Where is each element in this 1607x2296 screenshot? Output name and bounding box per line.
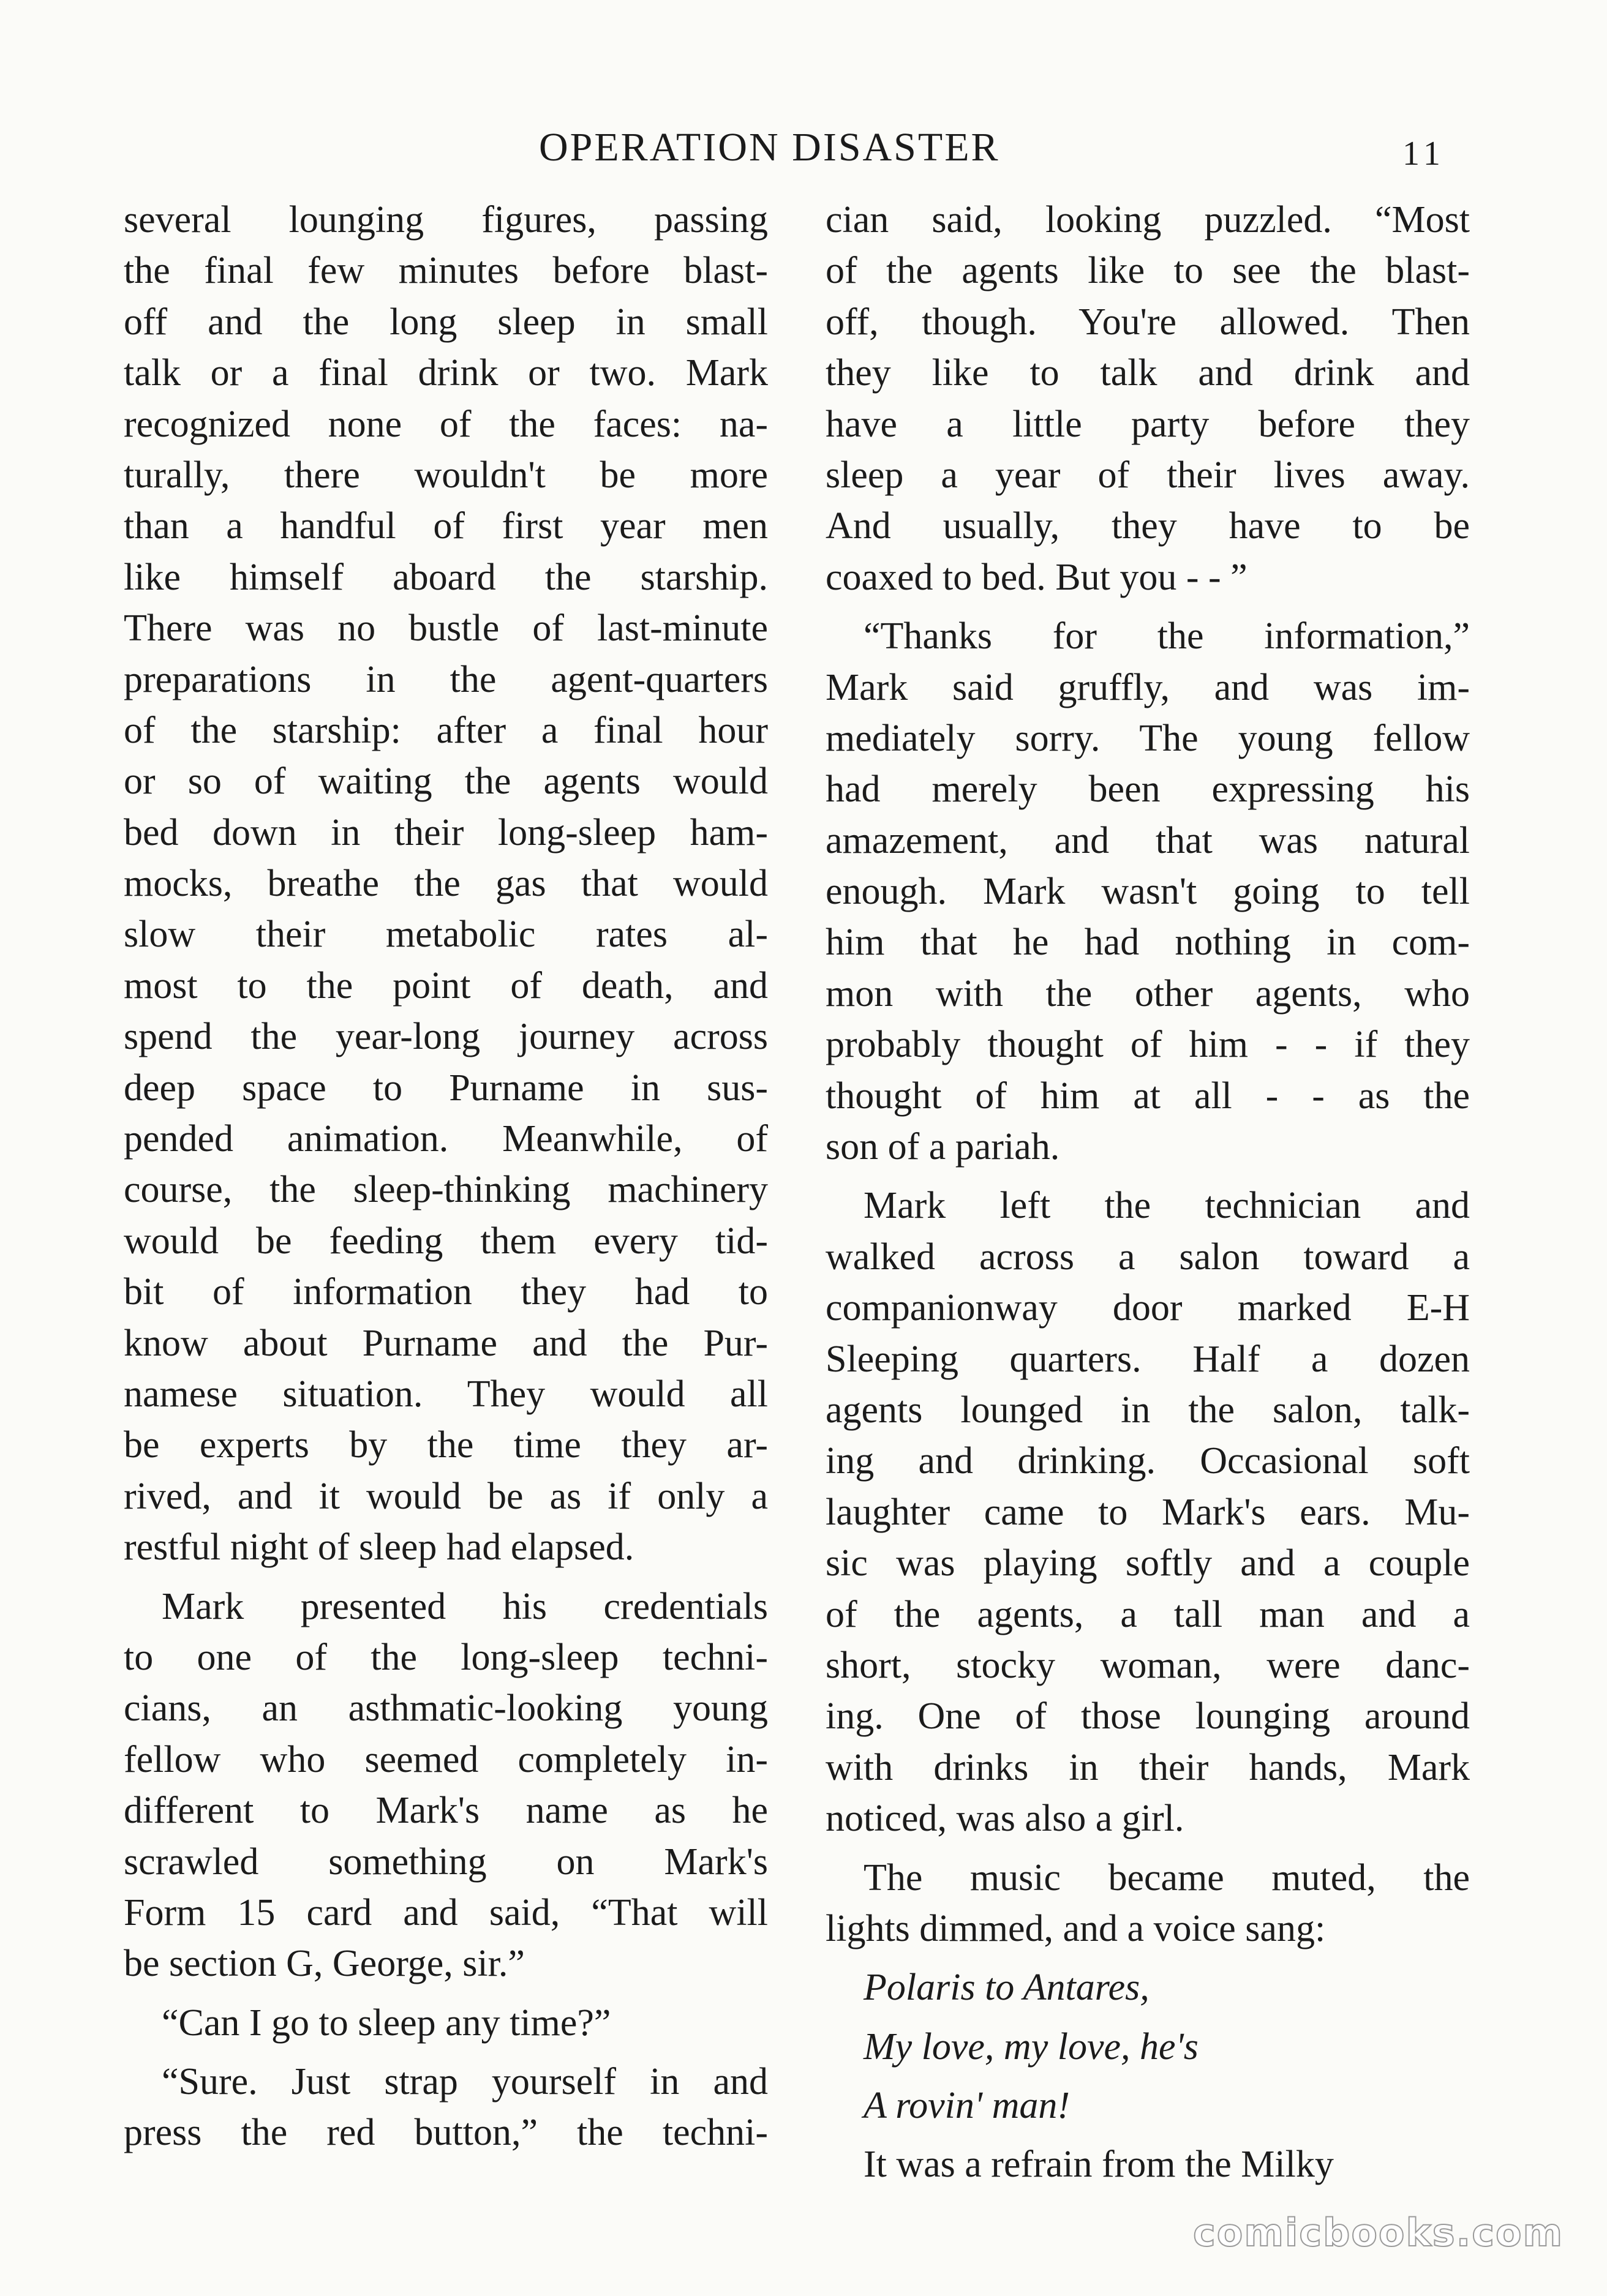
- watermark: comicbooks.com: [1193, 2210, 1564, 2255]
- text-line: press the red button,” the techni-: [124, 2112, 768, 2154]
- text-line: companionway door marked E-H: [826, 1287, 1470, 1329]
- text-line: several lounging figures, passing: [124, 199, 768, 241]
- text-line: “Sure. Just strap yourself in and: [162, 2061, 768, 2103]
- text-line: pended animation. Meanwhile, of: [124, 1118, 768, 1160]
- page-number: 11: [1402, 135, 1445, 173]
- text-line: than a handful of first year men: [124, 505, 768, 547]
- text-line: talk or a final drink or two. Mark: [124, 352, 768, 394]
- text-line: had merely been expressing his: [826, 768, 1470, 811]
- text-line: enough. Mark wasn't going to tell: [826, 871, 1470, 913]
- text-line: slow their metabolic rates al-: [124, 914, 768, 956]
- text-line: most to the point of death, and: [124, 964, 768, 1007]
- text-line: Sleeping quarters. Half a dozen: [826, 1338, 1470, 1380]
- text-line: like himself aboard the starship.: [124, 556, 768, 598]
- text-line: cians, an asthmatic-looking young: [124, 1687, 768, 1730]
- text-line: The music became muted, the: [864, 1856, 1470, 1899]
- text-line: Mark said gruffly, and was im-: [826, 666, 1470, 708]
- text-line: It was a refrain from the Milky: [864, 2144, 1334, 2186]
- text-line: off, though. You're allowed. Then: [826, 301, 1470, 343]
- text-line: bit of information they had to: [124, 1271, 768, 1313]
- verse-line: A rovin' man!: [864, 2085, 1071, 2127]
- text-line: be experts by the time they ar-: [124, 1424, 768, 1466]
- text-line: they like to talk and drink and: [826, 352, 1470, 394]
- left-text-column: [124, 195, 768, 2159]
- text-line: know about Purname and the Pur-: [124, 1322, 768, 1364]
- text-line: sic was playing softly and a couple: [826, 1542, 1470, 1585]
- text-line: rived, and it would be as if only a: [124, 1475, 768, 1517]
- text-line: son of a pariah.: [826, 1126, 1060, 1168]
- text-line: off and the long sleep in small: [124, 301, 768, 343]
- text-line: scrawled something on Mark's: [124, 1840, 768, 1883]
- text-line: amazement, and that was natural: [826, 819, 1470, 861]
- text-line: of the agents, a tall man and a: [826, 1593, 1470, 1635]
- text-line: noticed, was also a girl.: [826, 1798, 1184, 1840]
- text-line: bed down in their long-sleep ham-: [124, 811, 768, 853]
- text-line: cian said, looking puzzled. “Most: [826, 199, 1470, 241]
- text-line: with drinks in their hands, Mark: [826, 1746, 1470, 1788]
- text-line: thought of him at all - - as the: [826, 1075, 1470, 1117]
- text-line: restful night of sleep had elapsed.: [124, 1526, 634, 1569]
- text-line: of the agents like to see the blast-: [826, 250, 1470, 292]
- text-line: And usually, they have to be: [826, 505, 1470, 547]
- running-title: OPERATION DISASTER: [539, 125, 1000, 170]
- right-text-column: [826, 195, 1470, 2191]
- verse-line: My love, my love, he's: [864, 2025, 1199, 2068]
- text-line: ing. One of those lounging around: [826, 1695, 1470, 1738]
- verse-line: Polaris to Antares,: [864, 1967, 1150, 2009]
- text-line: him that he had nothing in com-: [826, 921, 1470, 964]
- text-line: Mark left the technician and: [864, 1185, 1470, 1227]
- text-line: lights dimmed, and a voice sang:: [826, 1907, 1326, 1949]
- text-line: spend the year-long journey across: [124, 1016, 768, 1058]
- text-line: agents lounged in the salon, talk-: [826, 1389, 1470, 1431]
- text-line: fellow who seemed completely in-: [124, 1738, 768, 1780]
- text-line: There was no bustle of last-minute: [124, 607, 768, 650]
- text-line: course, the sleep-thinking machinery: [124, 1169, 768, 1211]
- text-line: ing and drinking. Occasional soft: [826, 1440, 1470, 1482]
- text-line: be section G, George, sir.”: [124, 1943, 525, 1985]
- text-line: Form 15 card and said, “That will: [124, 1891, 768, 1934]
- text-line: mediately sorry. The young fellow: [826, 717, 1470, 759]
- text-line: short, stocky woman, were danc-: [826, 1644, 1470, 1686]
- text-line: of the starship: after a final hour: [124, 709, 768, 751]
- text-line: namese situation. They would all: [124, 1373, 768, 1415]
- text-line: mon with the other agents, who: [826, 972, 1470, 1015]
- text-line: coaxed to bed. But you - - ”: [826, 556, 1248, 598]
- text-line: “Thanks for the information,”: [864, 615, 1470, 658]
- text-line: sleep a year of their lives away.: [826, 454, 1470, 496]
- text-line: would be feeding them every tid-: [124, 1220, 768, 1262]
- text-line: probably thought of him - - if they: [826, 1024, 1470, 1066]
- text-line: have a little party before they: [826, 403, 1470, 445]
- text-line: different to Mark's name as he: [124, 1790, 768, 1832]
- text-line: or so of waiting the agents would: [124, 760, 768, 803]
- text-line: “Can I go to sleep any time?”: [162, 2001, 611, 2044]
- text-line: Mark presented his credentials: [162, 1585, 768, 1627]
- text-line: preparations in the agent-quarters: [124, 658, 768, 700]
- running-head: [0, 120, 1607, 175]
- text-line: laughter came to Mark's ears. Mu-: [826, 1491, 1470, 1533]
- text-line: walked across a salon toward a: [826, 1236, 1470, 1278]
- text-line: turally, there wouldn't be more: [124, 454, 768, 496]
- text-line: the final few minutes before blast-: [124, 250, 768, 292]
- text-line: mocks, breathe the gas that would: [124, 863, 768, 905]
- text-line: recognized none of the faces: na-: [124, 403, 768, 445]
- text-line: to one of the long-sleep techni-: [124, 1636, 768, 1678]
- text-line: deep space to Purname in sus-: [124, 1067, 768, 1109]
